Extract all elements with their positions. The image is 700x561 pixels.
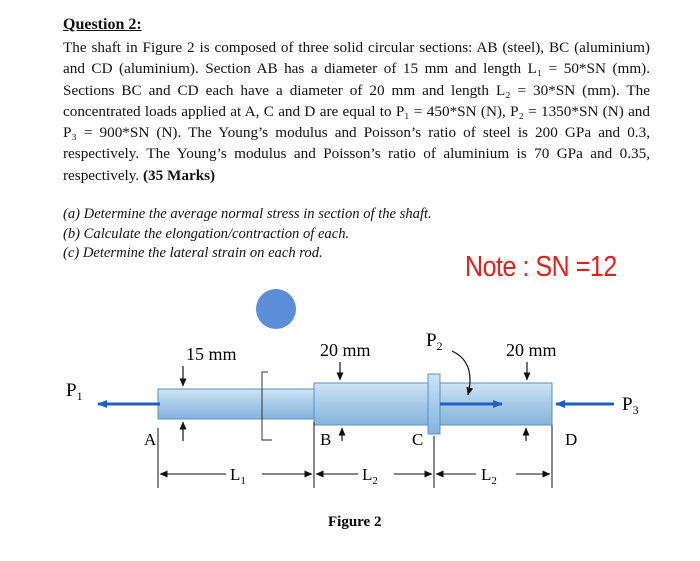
task-a: (a) Determine the average normal stress in section of the shaft.: [63, 206, 432, 222]
figure-caption: Figure 2: [328, 514, 382, 530]
p1-label: $P_1$: [66, 380, 83, 403]
shaft-section-bc: [314, 383, 428, 425]
l1-label: $L_1$: [230, 465, 246, 487]
collar-c: [428, 374, 440, 434]
task-b: (b) Calculate the elongation/contraction of each.: [63, 225, 350, 242]
point-a-label: A: [144, 430, 157, 449]
shaft-section-ab: [158, 389, 314, 419]
p3-label: $P_3$: [622, 394, 639, 417]
dim-ab-label: 15 mm: [186, 344, 237, 364]
dim-cd-label: 20 mm: [506, 340, 557, 360]
dim-bc-label: 20 mm: [320, 340, 371, 360]
l2b-label: $L_2$: [481, 465, 497, 487]
question-text: The shaft in Figure 2 is composed of three solid circular sections: AB (steel), BC (aluminium) and CD (aluminium). Section AB has a diameter of 15 mm and length L₁ = 50*SN (mm). Sections BC and CD each have a diameter of 20 mm and length L₂ = 30*SN (mm). The concentrated loads applied at A, C and D are equal to P₁ = 450*SN (N), P₂ = 1350*SN (N) and P₃ = 900*SN (N). The Young’s modulus and Poisson’s ratio of steel is 200 GPa and 0.3, respectively. The Young’s modulus and Poisson’s ratio of aluminium is 70 GPa and 0.35, respectively.: [63, 39, 650, 184]
l2a-label: $L_2$: [362, 465, 378, 487]
task-c: (c) Determine the lateral strain on each rod.: [63, 245, 323, 261]
question-marks: (35 Marks): [142, 166, 216, 184]
sn-note: Note : SN =12: [465, 251, 617, 283]
p2-label: $P_2$: [426, 330, 443, 353]
point-b-label: B: [320, 430, 332, 449]
question-title: Question 2:: [63, 16, 142, 33]
point-c-label: C: [412, 430, 424, 449]
ball-knob-icon: [256, 289, 296, 329]
point-d-label: D: [565, 430, 578, 449]
